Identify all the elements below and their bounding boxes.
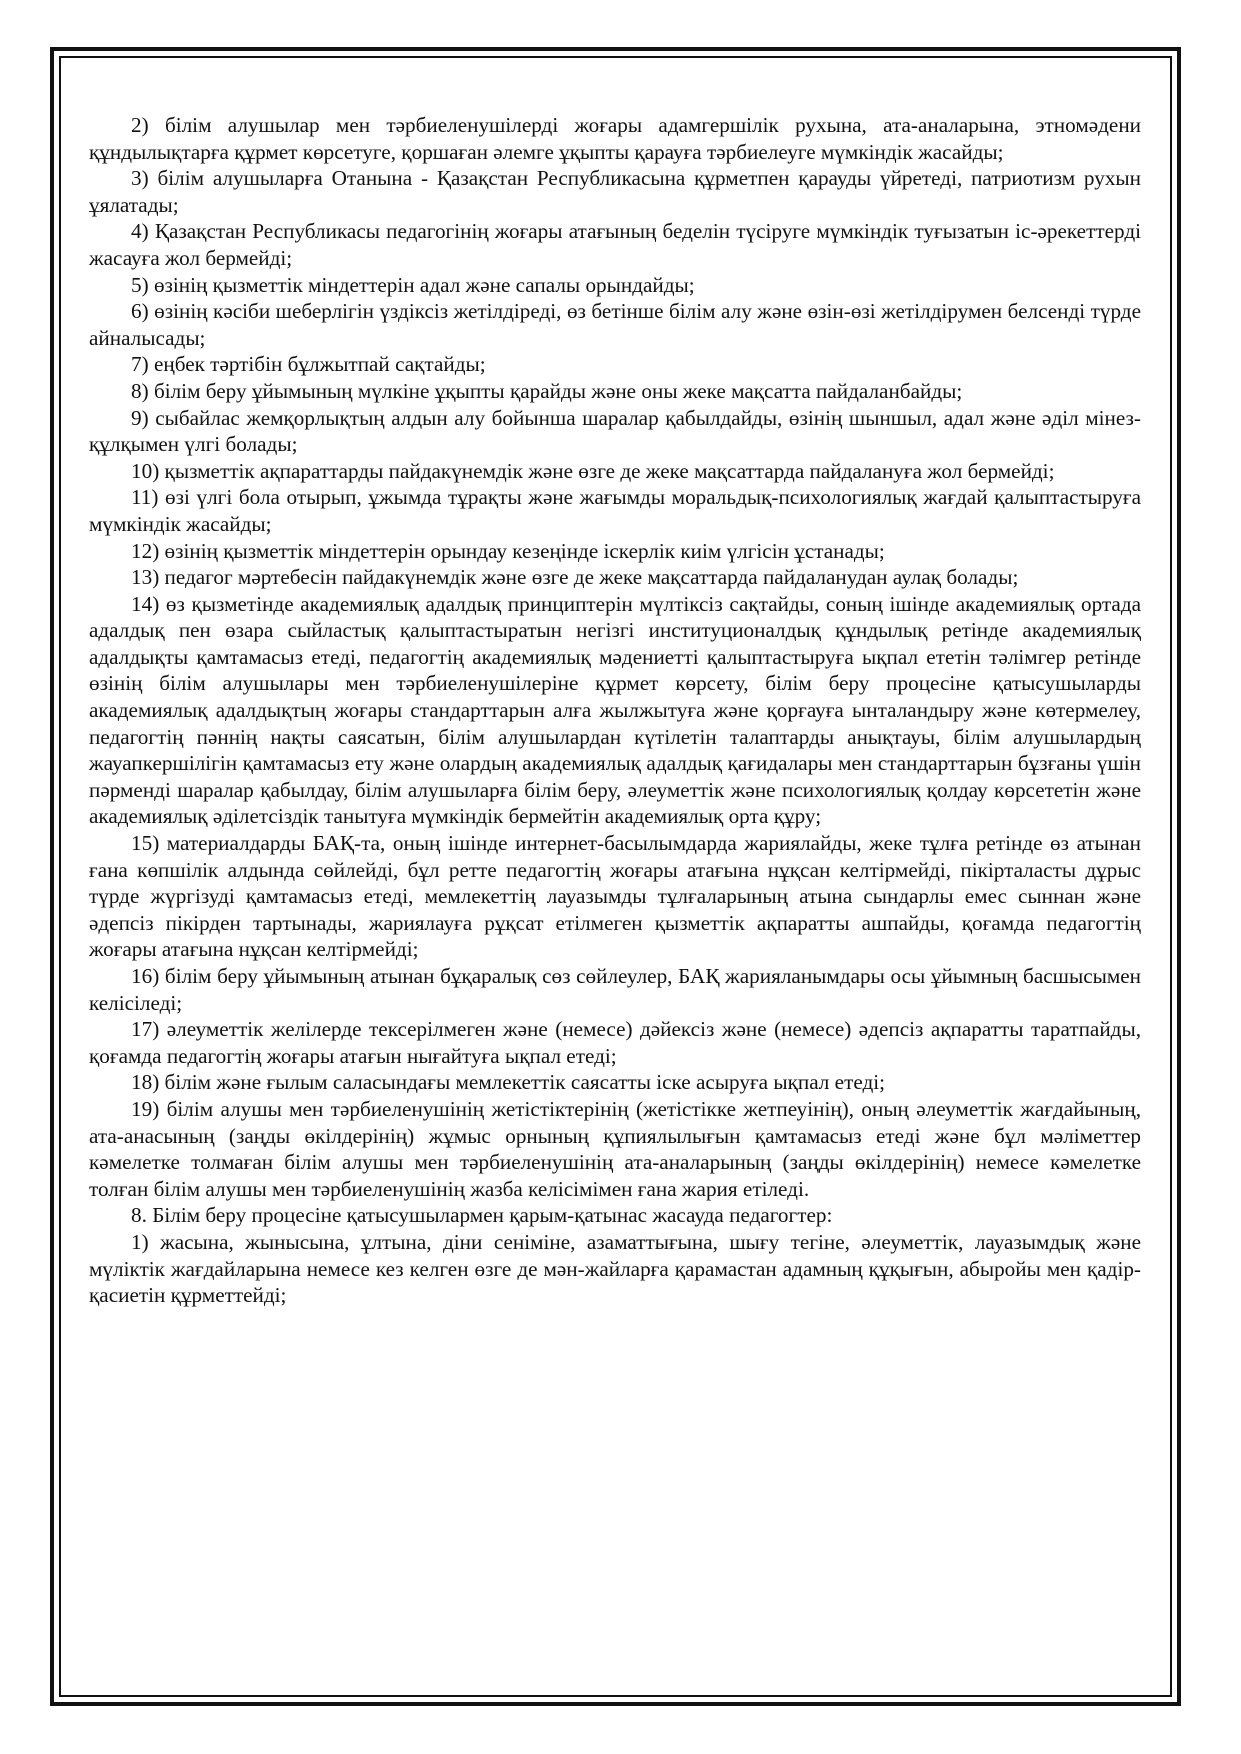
paragraph-item-7: 7) еңбек тәртібін бұлжытпай сақтайды; [131, 352, 486, 377]
paragraph-item-1: 1) жасына, жынысына, ұлтына, діни сеніміне, азаматтығына, шығу тегіне, әлеуметтік, лауазымдық және мүліктік жағдайларына немесе кез келген өзге де мән-жайларға қарамастан адамның құқығын, абыройы мен қадір-қасиетін құрметтейді; [89, 1229, 1141, 1308]
paragraph-item-13: 13) педагог мәртебесін пайдакүнемдік және өзге де жеке мақсаттарда пайдаланудан аулақ болады; [131, 565, 1019, 590]
paragraph-item-2: 2) білім алушылар мен тәрбиеленушілерді жоғары адамгершілік рухына, ата-аналарына, этномәдени құндылықтарға құрмет көрсетуге, қоршаған әлемге ұқыпты қарауға тәрбиелеуге мүмкіндік жасайды; [89, 113, 1141, 164]
paragraph-item-16: 16) білім беру ұйымының атынан бұқаралық сөз сөйлеулер, БАҚ жарияланымдары осы ұйымның басшысымен келісіледі; [89, 964, 1141, 1015]
paragraph-item-4: 4) Қазақстан Республикасы педагогінің жоғары атағының беделін түсіруге мүмкіндік туғызатын іс-әрекеттерді жасауға жол бермейді; [89, 219, 1141, 270]
paragraph-item-11: 11) өзі үлгі бола отырып, ұжымда тұрақты және жағымды моральдық-психологиялық жағдай қалыптастыруға мүмкіндік жасайды; [89, 485, 1141, 536]
paragraph-item-15: 15) материалдарды БАҚ-та, оның ішінде интернет-басылымдарда жариялайды, жеке тұлға ретінде өз атынан ғана көпшілік алдында сөйлейді, бұл ретте педагогтің жоғары атағына нұқсан келтірмейді, пікірталасты дұрыс түрде жүргізуді қамтамасыз етеді, мемлекеттің лауазымды тұлғаларының атына сындарлы емес сыннан және әдепсіз пікірден тартынады, жариялауға рұқсат етілмеген қызметтік ақпаратты ашпайды, қоғамда педагогтің жоғары атағына нұқсан келтірмейді; [89, 831, 1141, 962]
paragraph-item-3: 3) білім алушыларға Отанына - Қазақстан Республикасына құрметпен қарауды үйретеді, патриотизм рухын ұялатады; [89, 166, 1141, 217]
paragraph-item-17: 17) әлеуметтік желілерде тексерілмеген және (немесе) дәйексіз және (немесе) әдепсіз ақпаратты таратпайды, қоғамда педагогтің жоғары атағын нығайтуға ықпал етеді; [89, 1017, 1141, 1068]
section-8-heading: 8. Білім беру процесіне қатысушылармен қарым-қатынас жасауда педагогтер: [131, 1203, 833, 1228]
paragraph-item-18: 18) білім және ғылым саласындағы мемлекеттік саясатты іске асыруға ықпал етеді; [131, 1070, 886, 1095]
paragraph-item-6: 6) өзінің кәсіби шеберлігін үздіксіз жетілдіреді, өз бетінше білім алу және өзін-өзі жетілдірумен белсенді түрде айналысады; [89, 299, 1141, 350]
paragraph-item-14: 14) өз қызметінде академиялық адалдық принциптерін мүлтіксіз сақтайды, соның ішінде академиялық ортада адалдық пен өзара сыйластық қалыптастыратын негізгі институционалдық құндылық ретінде академиялық адалдықты қамтамасыз етеді, педагогтің академиялық мәдениетті қалыптастыруға ықпал ететін тәлімгер ретінде өзінің білім алушылары мен тәрбиеленушілеріне құрмет көрсету, білім беру процесіне қатысушыларды академиялық адалдықтың жоғары стандарттарын алға жылжытуға және қорғауға ынталандыру және көтермелеу, педагогтің пәннің нақты саясатын, білім алушылардан күтілетін талаптарды анықтауы, білім алушылардың жауапкершілігін қамтамасыз ету және олардың академиялық адалдық қағидалары мен стандарттарын бұзғаны үшін пәрменді шаралар қабылдау, білім алушыларға білім беру, әлеуметтік және психологиялық қолдау көрсететін және академиялық әділетсіздік танытуға мүмкіндік бермейтін академиялық орта құру; [89, 591, 1141, 829]
paragraph-item-5: 5) өзінің қызметтік міндеттерін адал және сапалы орындайды; [131, 272, 695, 297]
paragraph-item-19: 19) білім алушы мен тәрбиеленушінің жетістіктерінің (жетістікке жетпеуінің), оның әлеуметтік жағдайының, ата-анасының (заңды өкілдерінің) жұмыс орнының құпиялылығын қамтамасыз етеді және бұл мәліметтер кәмелетке толмаған білім алушы мен тәрбиеленушінің ата-аналарының (заңды өкілдерінің) немесе кәмелетке толған білім алушы мен тәрбиеленушінің жазба келісімімен ғана жария етіледі. [89, 1096, 1141, 1201]
paragraph-item-12: 12) өзінің қызметтік міндеттерін орындау кезеңінде іскерлік киім үлгісін ұстанады; [131, 538, 885, 563]
paragraph-item-9: 9) сыбайлас жемқорлықтың алдын алу бойынша шаралар қабылдайды, өзінің шыншыл, адал және әділ мінез-құлқымен үлгі болады; [89, 405, 1141, 457]
document-body [89, 112, 1141, 1309]
paragraph-item-10: 10) қызметтік ақпараттарды пайдакүнемдік және өзге де жеке мақсаттарда пайдалануға жол бермейді; [131, 458, 1055, 483]
paragraph-item-8: 8) білім беру ұйымының мүлкіне ұқыпты қарайды және оны жеке мақсатта пайдаланбайды; [131, 378, 963, 403]
